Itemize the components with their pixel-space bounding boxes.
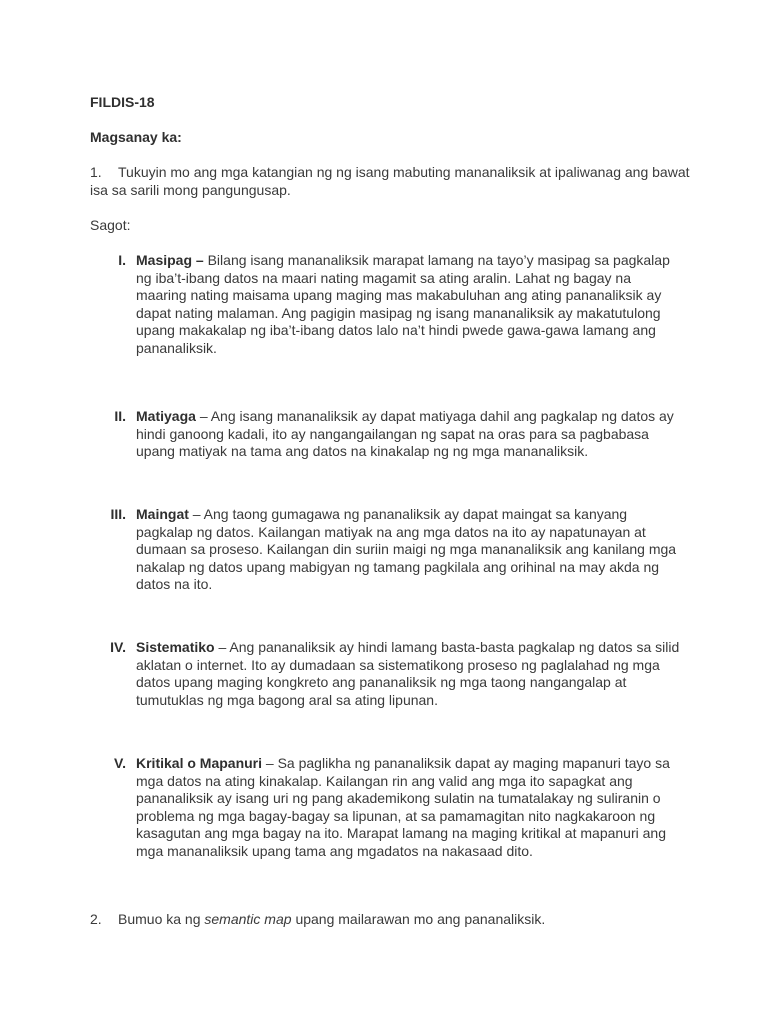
question-2-text-after: upang mailarawan mo ang pananaliksik. — [295, 911, 546, 927]
list-item-text: – Sa paglikha ng pananaliksik dapat ay maging mapanuri tayo sa mga datos na ating kinakalap. Kailangan rin ang valid ang mga ito sapagkat ang pananaliksik ay isang uri ng pang akademikong sulatin na tumatalakay ng suliranin o problema ng mga bagay-bagay sa lipunan, at sa pamamagitan nito nagkakaroon ng kasagutan ang mga bagay na ito. Marapat lamang na maging kritikal at mapanuri ang mga mananaliksik upang tama ang mgadatos na nakasaad dito. — [136, 755, 670, 859]
answer-label: Sagot: — [90, 217, 131, 233]
list-item-body — [136, 755, 681, 861]
question-2-emphasis: semantic map — [204, 911, 292, 927]
question-1 — [90, 164, 690, 199]
question-1-number: 1. — [90, 164, 102, 180]
list-item-numeral: V. — [114, 755, 126, 771]
list-item-text: – Ang pananaliksik ay hindi lamang basta-basta pagkalap ng datos sa silid aklatan o internet. Ito ay dumadaan sa sistematikong proseso ng paglalahad ng mga datos upang maging kongkreto ang pananaliksik ng mga taong nangangalap at tumutuklas ng mga bagong aral sa ating lipunan. — [136, 639, 680, 708]
list-item-numeral: IV. — [110, 639, 126, 655]
list-item-numeral: III. — [110, 506, 126, 522]
question-2 — [90, 911, 545, 929]
question-1-text: Tukuyin mo ang mga katangian ng ng isang mabuting mananaliksik at ipaliwanag ang bawat isa sa sarili mong pangungusap. — [90, 164, 690, 198]
exercise-label: Magsanay ka: — [90, 129, 182, 145]
list-item-body — [136, 639, 681, 709]
document-code: FILDIS-18 — [90, 94, 155, 110]
question-2-number: 2. — [90, 911, 102, 927]
list-item-term: Matiyaga — [136, 408, 196, 424]
list-item-term: Maingat — [136, 506, 189, 522]
list-item-numeral: II. — [114, 408, 126, 424]
list-item-text: Bilang isang mananaliksik marapat lamang na tayo’y masipag sa pagkalap ng iba’t-ibang datos na maari nating magamit sa ating aralin. Lahat ng bagay na maaring nating maisama upang maging mas makabuluhan ang ating pananaliksik ay dapat nating malaman. Ang pagigin masipag ng isang mananaliksik ay makatutulong upang makakalap ng iba’t-ibang datos lalo na’t hindi pwede gawa-gawa lamang ang pananaliksik. — [136, 252, 670, 356]
list-item-text: – Ang isang mananaliksik ay dapat matiyaga dahil ang pagkalap ng datos ay hindi ganoong kadali, ito ay nangangailangan ng sapat na oras para sa pagbabasa upang matiyak na tama ang datos na kinakalap ng ng mga mananaliksik. — [136, 408, 674, 460]
list-item-text: – Ang taong gumagawa ng pananaliksik ay dapat maingat sa kanyang pagkalap ng datos. Kailangan matiyak na ang mga datos na ito ay napatunayan at dumaan sa proseso. Kailangan din suriin maigi ng mga mananaliksik ang kanilang mga nakalap ng datos upang mabigyan ng tamang pagkilala ang orihinal na may akda ng datos na ito. — [136, 506, 677, 593]
list-item-body — [136, 408, 681, 461]
list-item-numeral: I. — [118, 252, 126, 268]
question-2-text-before: Bumuo ka ng — [118, 911, 201, 927]
list-item-term: Kritikal o Mapanuri — [136, 755, 263, 771]
list-item-body — [136, 506, 681, 594]
list-item-term: Sistematiko — [136, 639, 215, 655]
list-item-body — [136, 252, 681, 358]
list-item-term: Masipag – — [136, 252, 204, 268]
